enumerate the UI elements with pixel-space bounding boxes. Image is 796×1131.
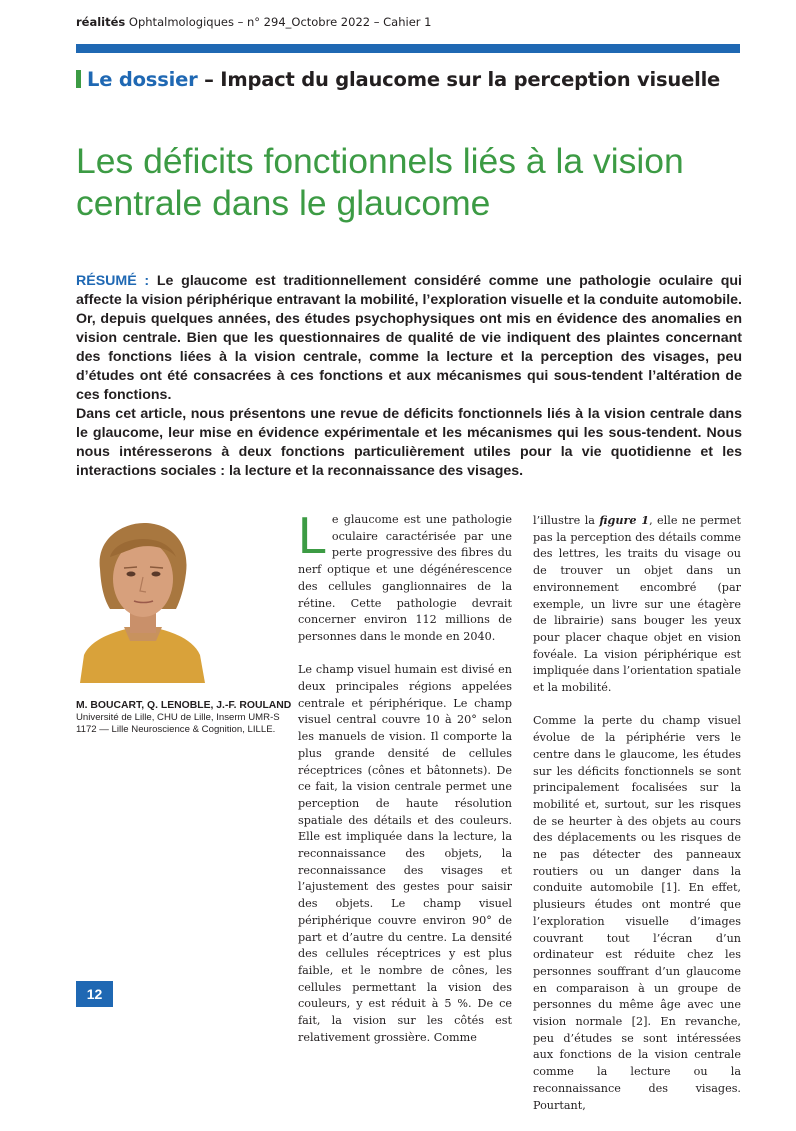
affiliation-line-2: 1172 — Lille Neuroscience & Cognition, LILLE.	[76, 724, 276, 735]
article-title: Les déficits fonctionnels liés à la vision centrale dans le glaucome	[76, 141, 684, 223]
body-text-3a: l’illustre la	[533, 514, 600, 527]
abstract-label: RÉSUMÉ :	[76, 273, 150, 289]
authors-block	[76, 700, 292, 736]
body-paragraph-3	[533, 512, 741, 697]
abstract-paragraph-2: Dans cet article, nous présentons une revue de déficits fonctionnels liés à la vision centrale dans le glaucome, leur mise en évidence expérimentale et les mécanismes qui les sous-tendent. Nous nous intéresserons à deux fonctions particulièrement utiles pour la vie quotidienne et les interactions sociales : la lecture et la reconnaissance des visages.	[76, 406, 742, 479]
abstract	[76, 272, 742, 481]
dossier-title: – Impact du glaucome sur la perception visuelle	[197, 68, 721, 91]
author-portrait	[76, 517, 209, 683]
author-photo	[76, 517, 209, 683]
green-marker	[76, 70, 81, 88]
header-rule	[76, 44, 740, 53]
body-paragraph-4: Comme la perte du champ visuel évolue de la périphérie vers le centre dans le glaucome, les études sur les déficits fonctionnels se sont principalement focalisées sur la mobilité et, surtout, sur les risques de se heurter à des objets au cours des déplacements ou les risques de ne pas détecter des panneaux routiers ou un danger dans la conduite automobile [1]. En effet, plusieurs études ont montré que l’exploration visuelle d’images couvrant tout l’écran d’un ordinateur est réduite chez les personnes souffrant d’un glaucome en comparaison à un groupe de personnes du même âge avec une vision normale [2]. En revanche, peu d’études se sont intéressées aux fonctions de la vision centrale comme la lecture ou la reconnaissance des visages. Pourtant,	[533, 714, 741, 1112]
body-paragraph-1	[298, 507, 512, 646]
journal-name: réalités	[76, 15, 126, 29]
page-number: 12	[76, 981, 113, 1007]
body-column-1	[298, 507, 512, 1063]
abstract-text-1: Le glaucome est traditionnellement considéré comme une pathologie oculaire qui affecte la vision périphérique entravant la mobilité, l’exploration visuelle et la conduite automobile. Or, depuis quelques années, des études psychophysiques ont mis en évidence des anomalies en vision centrale. Bien que les questionnaires de qualité de vie indiquent des plaintes concernant des fonctions liées à la vision centrale, comme la lecture et la perception des visages, peu d’études ont été consacrées à ces fonctions et aux mécanismes qui sous-tendent l’altération de ces fonctions.	[76, 273, 742, 403]
journal-header	[76, 15, 431, 29]
body-text-1: e glaucome est une pathologie oculaire caractérisée par une perte progressive des fibres du nerf optique et une dégénérescence des cellules ganglionnaires de la rétine. Cette pathologie devrait concerner environ 112 millions de personnes dans le monde en 2040.	[298, 513, 512, 643]
affiliation-line-1: Université de Lille, CHU de Lille, Inserm UMR-S	[76, 712, 280, 723]
body-column-2	[533, 512, 741, 1131]
abstract-paragraph-1	[76, 272, 742, 405]
author-names: M. BOUCART, Q. LENOBLE, J.-F. ROULAND	[76, 700, 292, 711]
journal-issue: Ophtalmologiques – n° 294_Octobre 2022 – Cahier 1	[125, 15, 432, 29]
figure-reference[interactable]: figure 1	[599, 513, 650, 527]
dossier-heading	[76, 68, 720, 91]
dossier-label: Le dossier	[87, 68, 198, 91]
drop-cap: L	[298, 507, 327, 565]
body-text-3b: , elle ne permet pas la perception des détails comme des lettres, les traits du visage ou de trouver un objet dans un environnement encombré (par exemple, un livre sur une étagère de librairie) sans bouger les yeux pour placer chaque objet en vision fovéale. La vision périphérique est impliquée dans l’orientation spatiale et la mobilité.	[533, 514, 741, 695]
body-paragraph-2: Le champ visuel humain est divisé en deux principales régions appelées centrale et périphérique. Le champ visuel central couvre 10 à 20° selon les manuels de vision. Il comporte la plus grande densité de cellules réceptrices (cônes et bâtonnets). De ce fait, la vision centrale permet une perception de haute résolution spatiale des détails et des couleurs. Elle est impliquée dans la lecture, la reconnaissance des objets, la reconnaissance des visages et l’ajustement des gestes pour saisir des objets. Le champ visuel périphérique couvre environ 90° de part et d’autre du centre. La densité des cellules réceptrices y est plus faible, et le nombre de cônes, les cellules permettant la vision des couleurs, y est réduit à 5 %. De ce fait, la vision sur les côtés est relativement grossière. Comme	[298, 663, 512, 1044]
